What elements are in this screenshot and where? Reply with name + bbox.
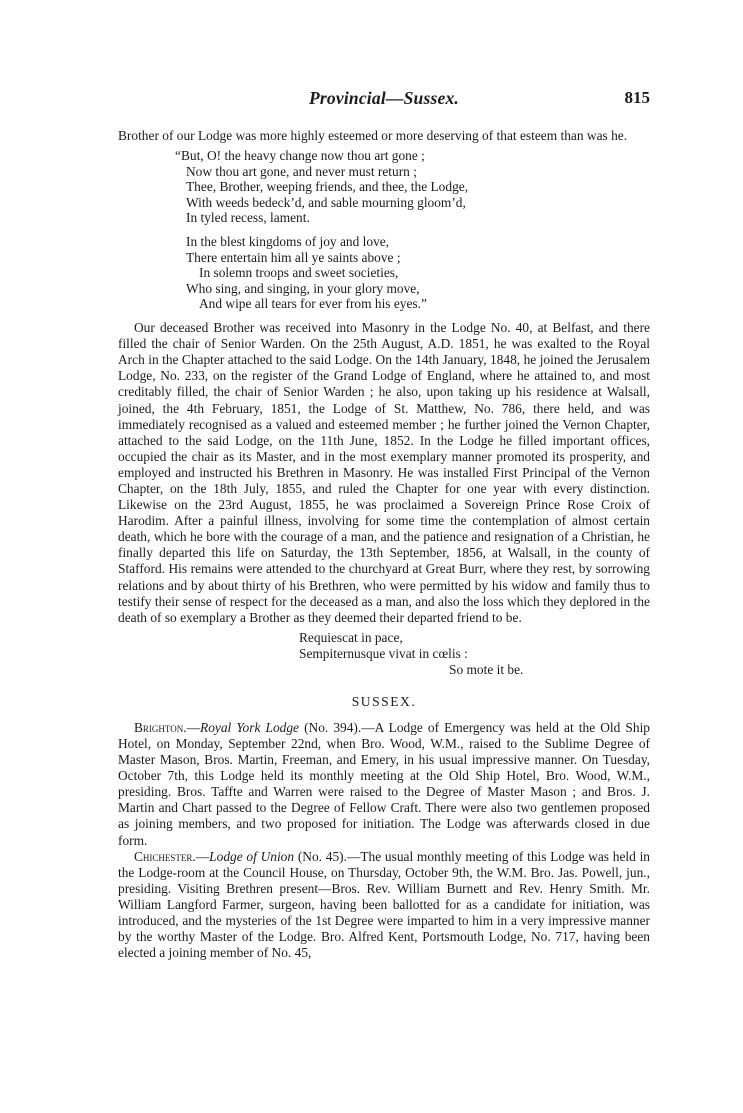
section-heading: SUSSEX. — [351, 693, 417, 709]
verse-line: There entertain him all ye saints above ; — [186, 249, 401, 265]
verse-line: Who sing, and singing, in your glory move, — [186, 280, 420, 296]
report-text: (No. 45).—The usual monthly meeting of this Lodge was held in the Lodge-room at the Council House, on Thursday, October 9th, the W.M. Bro. Jas. Powell, jun., presiding. Visiting Brethren present—Bros. Rev. William Burnett and Rev. Henry Smith. Mr. William Langford Farmer, surgeon, having been ballotted for as a candidate for initiation, was introduced, and the mysteries of the 1st Degree were imparted to him in a very impressive manner by the worthy Master of the Lodge. Bro. Alfred Kent, Portsmouth Lodge, No. 717, having been elected a joining member of No. 45, — [118, 848, 650, 961]
verse-stanza-1 — [175, 148, 650, 226]
verse-line: In the blest kingdoms of joy and love, — [186, 234, 390, 250]
closing-line: Sempiternusque vivat in cœlis : — [299, 645, 468, 661]
verse-line: “But, O! the heavy change now thou art gone ; — [175, 148, 425, 164]
page-body — [118, 128, 650, 961]
lodge-name: Lodge of Union — [209, 848, 295, 864]
chichester-paragraph: Chichester.—Lodge of Union (No. 45).—The usual monthly meeting of this Lodge was held in the Lodge-room at the Council House, on Thursday, October 9th, the W.M. Bro. Jas. Powell, jun., presiding. Visiting Brethren present—Bros. Rev. William Burnett and Rev. Henry Smith. Mr. William Langford Farmer, surgeon, having been ballotted for as a candidate for initiation, was introduced, and the mysteries of the 1st Degree were imparted to him in a very impressive manner by the worthy Master of the Lodge. Bro. Alfred Kent, Portsmouth Lodge, No. 717, having been elected a joining member of No. 45, — [118, 848, 650, 961]
page-number: 815 — [624, 88, 650, 107]
closing-line: So mote it be. — [449, 661, 524, 677]
verse-line: Now thou art gone, and never must return ; — [186, 163, 417, 179]
elegy-verse — [175, 148, 650, 312]
brighton-paragraph: Brighton.—Royal York Lodge (No. 394).—A Lodge of Emergency was held at the Old Ship Hotel, on Monday, September 22nd, when Bro. Wood, W.M., raised to the Sublime Degree of Master Mason, Bros. Martin, Freeman, and Emery, in his usual impressive manner. On Tuesday, October 7th, this Lodge held its monthly meeting at the Old Ship Hotel, Bro. Wood, W.M., presiding. Bros. Taffte and Warren were raised to the Degree of Master Mason ; and Bros. J. Martin and Chart passed to the Degree of Fellow Craft. There were also two gentlemen proposed as joining members, and two proposed for initiation. The Lodge was afterwards closed in due form. — [118, 719, 650, 848]
place-name: Brighton. — [134, 719, 187, 735]
verse-line: And wipe all tears for ever from his eyes.” — [199, 296, 427, 312]
verse-line: In tyled recess, lament. — [186, 210, 310, 226]
verse-line: Thee, Brother, weeping friends, and thee, the Lodge, — [186, 179, 469, 195]
closing-lines — [299, 630, 650, 678]
intro-paragraph: Brother of our Lodge was more highly esteemed or more deserving of that esteem than was he. — [118, 128, 628, 143]
lodge-name: Royal York Lodge — [200, 719, 299, 735]
report-text: (No. 394).—A Lodge of Emergency was held at the Old Ship Hotel, on Monday, September 22nd, when Bro. Wood, W.M., raised to the Sublime Degree of Master Mason, Bros. Martin, Freeman, and Emery, in his usual impressive manner. On Tuesday, October 7th, this Lodge held its monthly meeting at the Old Ship Hotel, Bro. Wood, W.M., presiding. Bros. Taffte and Warren were raised to the Degree of Master Mason ; and Bros. J. Martin and Chart passed to the Degree of Fellow Craft. There were also two gentlemen proposed as joining members, and two proposed for initiation. The Lodge was afterwards closed in due form. — [118, 719, 650, 848]
page-header — [118, 88, 650, 118]
verse-stanza-2 — [175, 234, 650, 312]
obituary-paragraph: Our deceased Brother was received into Masonry in the Lodge No. 40, at Belfast, and there filled the chair of Senior Warden. On the 25th August, A.D. 1851, he was exalted to the Royal Arch in the Chapter attached to the said Lodge. On the 14th January, 1848, he joined the Jerusalem Lodge, No. 233, on the register of the Grand Lodge of England, where he attained to, and most creditably filled, the chair of Senior Warden ; he also, upon taking up his residence at Walsall, joined, the 4th February, 1851, the Lodge of St. Matthew, No. 786, there held, and was immediately recognised as a valued and esteemed member ; he further joined the Vernon Chapter, attached to the said Lodge, on the 11th June, 1852. In the Lodge he filled important offices, occupied the chair as its Master, and in the most exemplary manner promoted its prosperity, and employed and instructed his Brethren in Masonry. He was installed First Principal of the Vernon Chapter, on the 18th July, 1855, and ruled the Chapter for one year with every distinction. Likewise on the 23rd August, 1855, he was proclaimed a Sovereign Prince Rose Croix of Harodim. After a painful illness, involving for some time the contemplation of almost certain death, which he bore with the courage of a man, and the patience and resignation of a Christian, he finally departed this life on Saturday, the 13th September, 1856, at Walsall, in the county of Stafford. His remains were attended to the churchyard at Great Burr, where they rest, by sorrowing relations and by about thirty of his Brethren, who were permitted by his widow and family thus to testify their sense of respect for the deceased as a man, and also the loss which they deplored in the death of so exemplary a Brother as they deemed their departed friend to be. — [118, 320, 650, 625]
running-head: Provincial—Sussex. — [309, 88, 459, 108]
verse-line: With weeds bedeck’d, and sable mourning gloom’d, — [186, 194, 466, 210]
closing-line: Requiescat in pace, — [299, 629, 403, 645]
verse-line: In solemn troops and sweet societies, — [199, 265, 399, 281]
place-name: Chichester. — [134, 848, 196, 864]
